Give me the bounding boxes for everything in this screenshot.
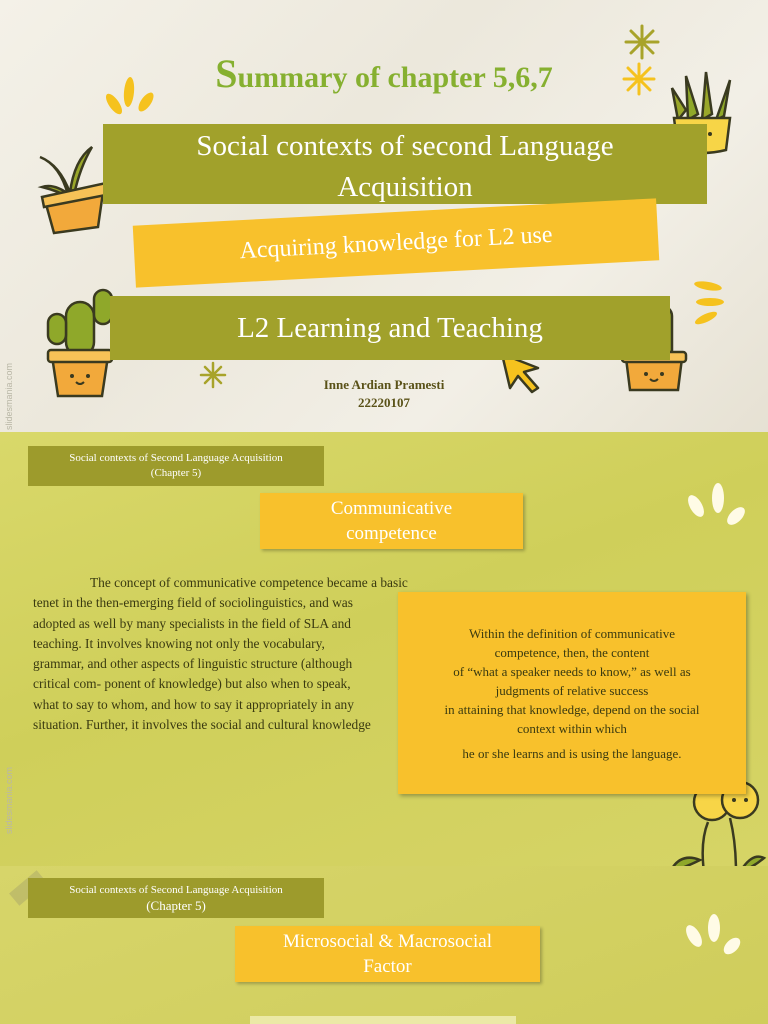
- section-heading: [260, 493, 523, 549]
- tag-line: (Chapter 5): [146, 898, 206, 913]
- callout-line: he or she learns and is using the language.: [462, 746, 682, 761]
- author-name: Inne Ardian Pramesti: [323, 377, 445, 392]
- paragraph-line: grammar, and other aspects of linguistic structure (although: [33, 656, 353, 672]
- callout-line: competence, then, the content: [494, 645, 650, 660]
- potted-plant-icon: [30, 135, 110, 235]
- watermark: slidesmania.com: [4, 362, 14, 430]
- title-slide: [0, 0, 768, 432]
- body-paragraph: [33, 573, 413, 753]
- author-block: [0, 376, 768, 412]
- band-line: Acquisition: [337, 171, 473, 203]
- chapter-tag: [28, 446, 324, 486]
- definition-callout: [398, 592, 746, 794]
- tag-line: Social contexts of Second Language Acquisition: [69, 452, 283, 464]
- callout-line: Within the definition of communicative: [469, 626, 675, 641]
- presentation-title: Summary of chapter 5,6,7: [215, 51, 553, 96]
- paragraph-line: The concept of communicative competence became a basic: [90, 575, 408, 590]
- paragraph-line: teaching. It involves knowing not only the vocabulary,: [33, 635, 325, 651]
- callout-line: in attaining that knowledge, depend on the social: [444, 702, 700, 717]
- micro-macrosocial-slide: [0, 866, 768, 1024]
- paragraph-line: tenet in the then-emerging field of sociolinguistics, and was: [33, 595, 353, 611]
- heading-line: Communicative: [330, 498, 453, 519]
- next-box-edge: [250, 1016, 516, 1024]
- paragraph-line: situation. Further, it involves the social and cultural knowledge: [33, 717, 371, 733]
- decor-dashes-icon: [682, 912, 742, 966]
- paragraph-text: [33, 573, 413, 735]
- section-heading: [235, 926, 540, 982]
- chapter-tag: [28, 878, 324, 918]
- heading-line: Microsocial & Macrosocial: [283, 931, 492, 952]
- decor-dashes-icon: [686, 276, 730, 326]
- title-band-social-contexts: [103, 124, 707, 204]
- heading-line: Factor: [363, 956, 412, 977]
- title-band-l2-learning: L2 Learning and Teaching: [110, 296, 670, 360]
- paragraph-line: adopted as well by many specialists in the field of SLA and: [33, 615, 351, 631]
- decor-dashes-icon: [684, 480, 746, 540]
- callout-line: judgments of relative success: [495, 683, 649, 698]
- watermark: slidesmania.com: [4, 766, 14, 834]
- paragraph-line: critical com- ponent of knowledge) but also when to speak,: [33, 676, 351, 692]
- heading-line: competence: [346, 523, 437, 544]
- callout-line: of “what a speaker needs to know,” as well as: [453, 664, 691, 679]
- tag-line: (Chapter 5): [150, 467, 202, 479]
- tag-line: Social contexts of Second Language Acquisition: [69, 884, 283, 896]
- title-band-acquiring-knowledge: Acquiring knowledge for L2 use: [133, 198, 660, 287]
- paragraph-line: what to say to whom, and how to say it appropriately in any: [33, 696, 354, 712]
- band-line: Social contexts of second Language: [196, 130, 614, 162]
- communicative-competence-slide: [0, 432, 768, 866]
- author-id: 22220107: [358, 395, 410, 410]
- callout-line: context within which: [517, 721, 627, 736]
